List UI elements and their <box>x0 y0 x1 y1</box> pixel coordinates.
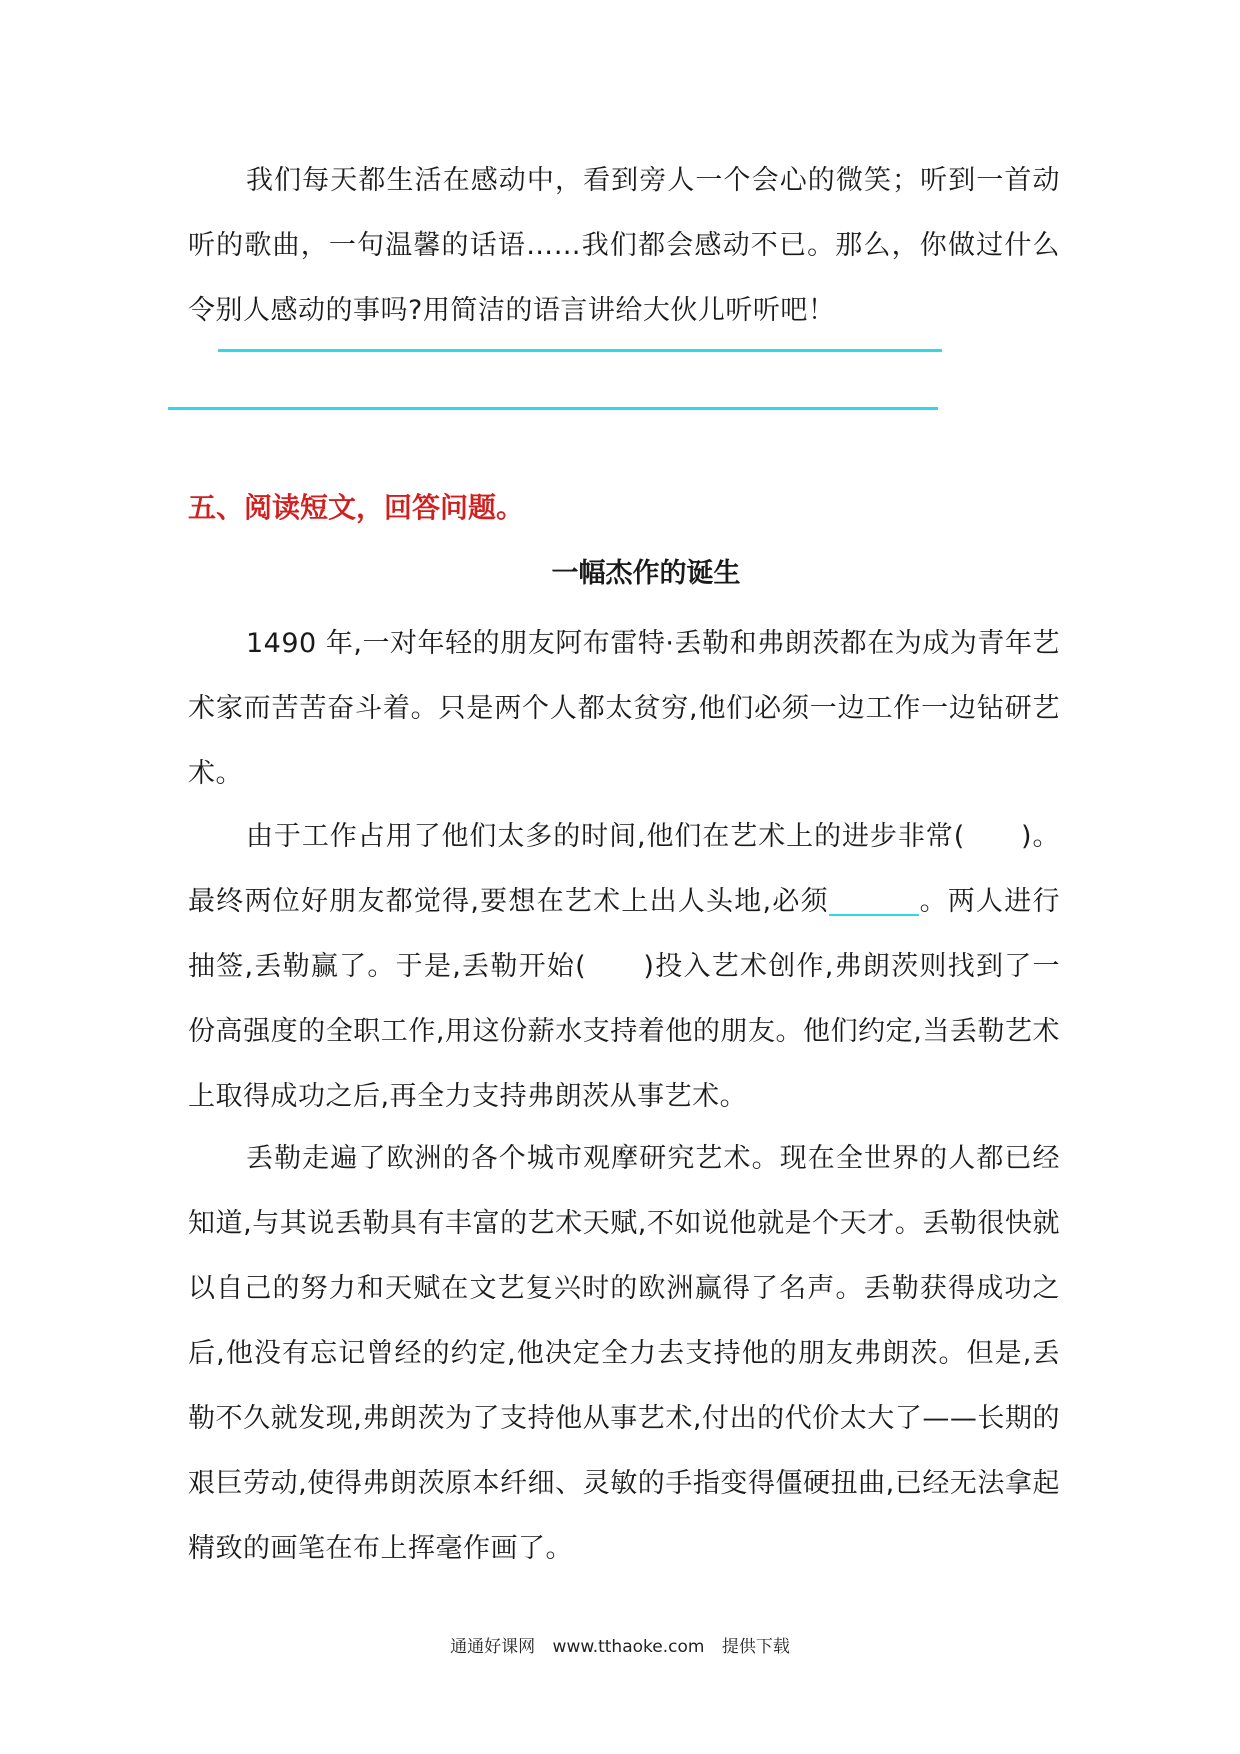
intro-paragraph: 我们每天都生活在感动中，看到旁人一个会心的微笑；听到一首动听的歌曲，一句温馨的话语……我们都会感动不已。那么，你做过什么令别人感动的事吗?用简洁的语言讲给大伙儿听听吧！ <box>188 165 1060 326</box>
fill-in-blank[interactable] <box>829 888 919 916</box>
paragraph-2-text-a: 由于工作占用了他们太多的时间,他们在艺术上的进步非常( )。最终两位好朋友都觉得,要想在艺术上出人头地,必须 <box>188 821 1060 917</box>
answer-line-2[interactable] <box>168 407 938 410</box>
section-heading: 五、阅读短文，回答问题。 <box>188 491 525 524</box>
answer-line-1[interactable] <box>218 349 942 352</box>
footer-note: 提供下载 <box>721 1637 790 1657</box>
paragraph-2-text-b: 。两人进行抽签,丢勒赢了。于是,丢勒开始( )投入艺术创作,弗朗茨则找到了一份高强度的全职工作,用这份薪水支持着他的朋友。他们约定,当丢勒艺术上取得成功之后,再全力支持弗朗茨从事艺术。 <box>188 886 1061 1112</box>
footer-url[interactable]: www.tthaoke.com <box>552 1637 705 1657</box>
article-paragraph-2 <box>188 804 1060 1129</box>
article-paragraph-1: 1490 年,一对年轻的朋友阿布雷特·丢勒和弗朗茨都在为成为青年艺术家而苦苦奋斗着。只是两个人都太贫穷,他们必须一边工作一边钻研艺术。 <box>188 628 1060 789</box>
page-footer <box>0 1632 1240 1662</box>
article-title: 一幅杰作的诞生 <box>551 558 741 589</box>
footer-site-name: 通通好课网 <box>450 1637 536 1657</box>
article-paragraph-3: 丢勒走遍了欧洲的各个城市观摩研究艺术。现在全世界的人都已经知道,与其说丢勒具有丰富的艺术天赋,不如说他就是个天才。丢勒很快就以自己的努力和天赋在文艺复兴时的欧洲赢得了名声。丢勒获得成功之后,他没有忘记曾经的约定,他决定全力去支持他的朋友弗朗茨。但是,丢勒不久就发现,弗朗茨为了支持他从事艺术,付出的代价太大了——长期的艰巨劳动,使得弗朗茨原本纤细、灵敏的手指变得僵硬扭曲,已经无法拿起精致的画笔在布上挥毫作画了。 <box>188 1143 1060 1564</box>
